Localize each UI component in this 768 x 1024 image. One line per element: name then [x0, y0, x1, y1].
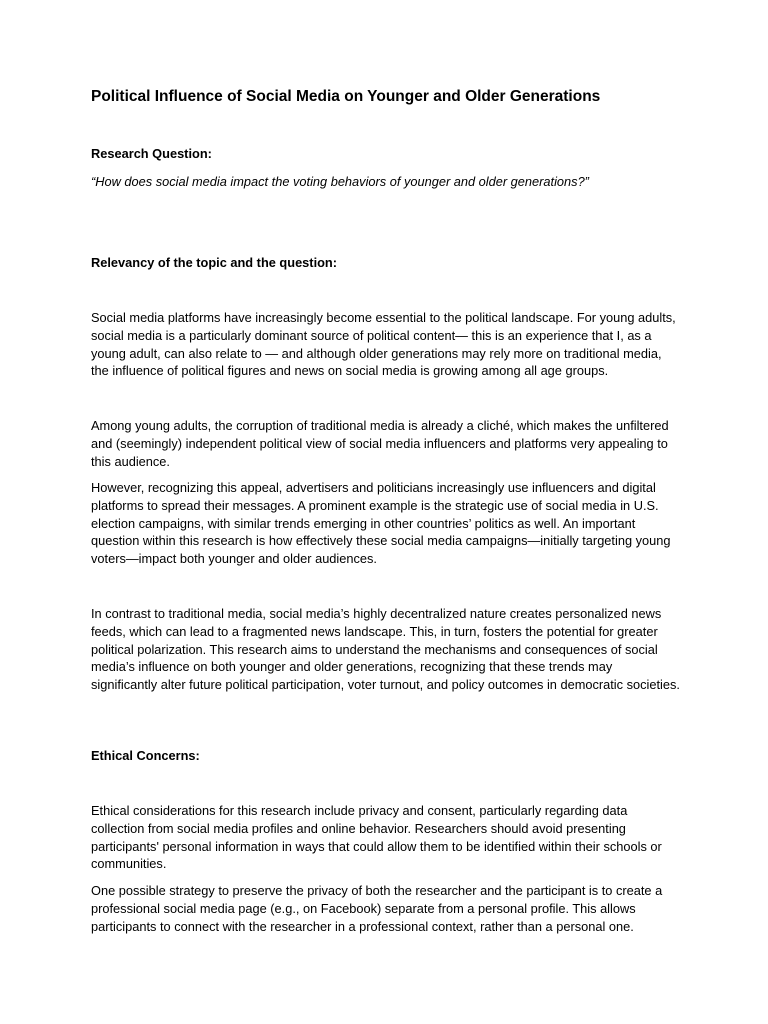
- relevancy-paragraph-4: In contrast to traditional media, social media’s highly decentralized nature creates personalized news feeds, which can lead to a fragmented news landscape. This, in turn, fosters the potential for greater political polarization. This research aims to understand the mechanisms and consequences of social media’s influence on both younger and older generations, recognizing that these trends may significantly alter future political participation, voter turnout, and policy outcomes in democratic societies.: [91, 606, 680, 693]
- research-question-heading: Research Question:: [91, 146, 212, 161]
- ethical-paragraph-1: Ethical considerations for this research include privacy and consent, particularly regarding data collection from social media profiles and online behavior. Researchers should avoid presenting participants' personal information in ways that could allow them to be identified within their schools or communities.: [91, 803, 662, 872]
- relevancy-paragraph-1: Social media platforms have increasingly become essential to the political landscape. For young adults, social media is a particularly dominant source of political content— this is an experience that I, as a young adult, can also relate to — and although older generations may rely more on traditional media, the influence of political figures and news on social media is growing among all age groups.: [91, 310, 676, 379]
- relevancy-paragraph-3: However, recognizing this appeal, advertisers and politicians increasingly use influencers and digital platforms to spread their messages. A prominent example is the strategic use of social media in U.S. election campaigns, with similar trends emerging in other countries’ politics as well. An important question within this research is how effectively these social media campaigns—initially targeting young voters—impact both younger and older audiences.: [91, 480, 671, 567]
- ethical-concerns-heading: Ethical Concerns:: [91, 748, 200, 763]
- relevancy-paragraph-2: Among young adults, the corruption of traditional media is already a cliché, which makes the unfiltered and (seemingly) independent political view of social media influencers and platforms very appealing to this audience.: [91, 418, 669, 469]
- ethical-paragraph-2: One possible strategy to preserve the privacy of both the researcher and the participant is to create a professional social media page (e.g., on Facebook) separate from a personal profile. This allows participants to connect with the researcher in a professional context, rather than a personal one.: [91, 883, 663, 934]
- relevancy-heading: Relevancy of the topic and the question:: [91, 255, 338, 270]
- document-title: Political Influence of Social Media on Younger and Older Generations: [91, 88, 601, 105]
- research-question-text: “How does social media impact the voting behaviors of younger and older generations?”: [91, 174, 589, 189]
